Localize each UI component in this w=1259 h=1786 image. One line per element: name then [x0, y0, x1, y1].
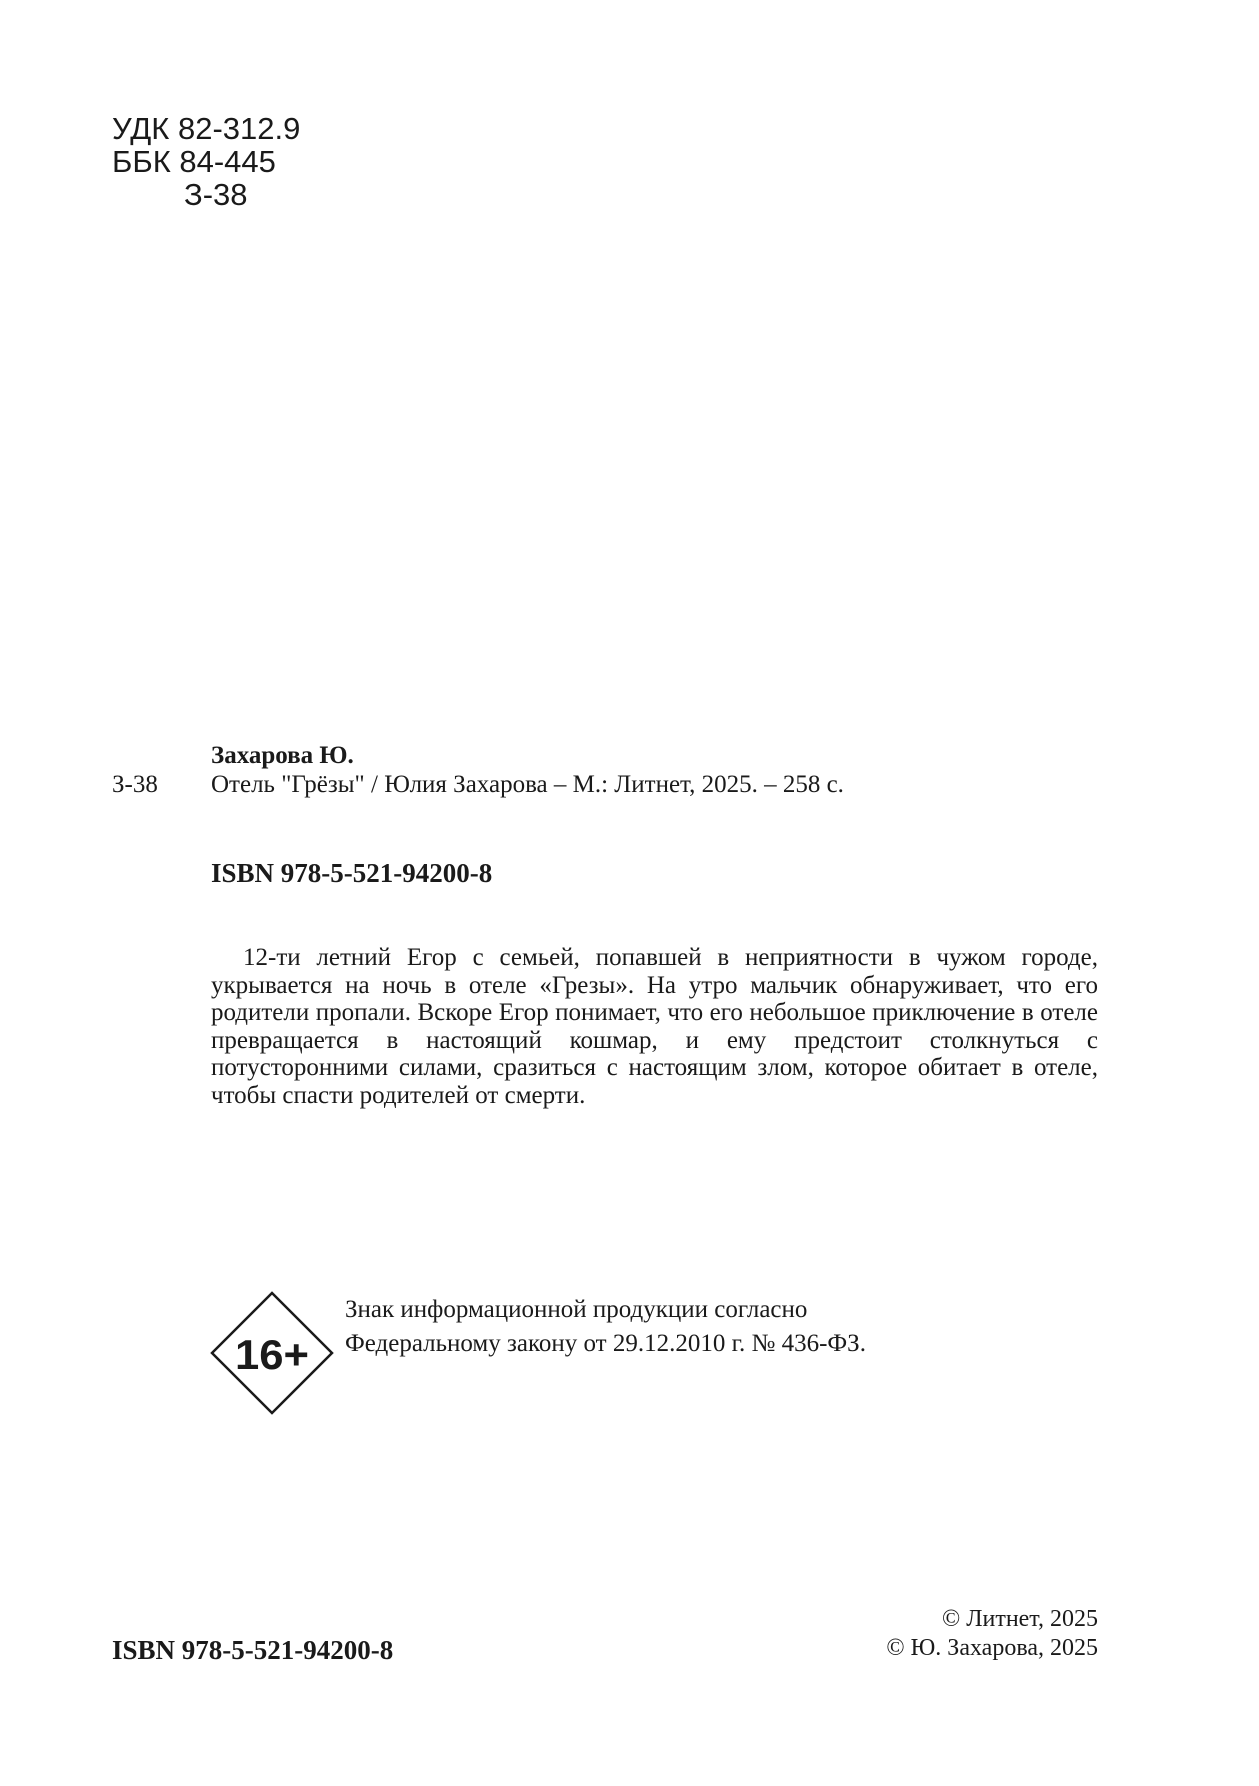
age-rating-badge — [210, 1291, 334, 1415]
classification-block — [112, 112, 300, 211]
footer-isbn: ISBN 978-5-521-94200-8 — [112, 1635, 394, 1665]
bibliographic-description: Отель "Грёзы" / Юлия Захарова – М.: Литнет, 2025. – 258 с. — [211, 771, 844, 798]
age-rating-notice — [345, 1293, 866, 1361]
udk-code: УДК 82-312.9 — [112, 111, 301, 146]
bbk-code: ББК 84-445 — [112, 144, 276, 179]
age-rating-notice-line2: Федеральному закону от 29.12.2010 г. № 436-ФЗ. — [345, 1330, 866, 1357]
record-code: З-38 — [112, 771, 158, 798]
isbn: ISBN 978-5-521-94200-8 — [211, 858, 493, 888]
age-rating-label: 16+ — [235, 1331, 309, 1378]
author-mark: З-38 — [184, 177, 248, 212]
author-name: Захарова Ю. — [211, 742, 354, 769]
copyright-block — [886, 1605, 1098, 1663]
book-abstract: 12-ти летний Егор с семьей, попавшей в неприятности в чужом городе, укрывается на ночь в отеле «Грезы». На утро мальчик обнаруживает, что его родители пропали. Вскоре Егор понимает, что его небольшое приключение в отеле превращается в настоящий кошмар, и ему предстоит столкнуться с потусторонними силами, сразиться с настоящим злом, которое обитает в отеле, чтобы спасти родителей от смерти. — [211, 944, 1098, 1109]
age-rating-notice-line1: Знак информационной продукции согласно — [345, 1296, 808, 1323]
copyright-publisher: © Литнет, 2025 — [941, 1606, 1098, 1632]
copyright-author: © Ю. Захарова, 2025 — [886, 1635, 1098, 1661]
